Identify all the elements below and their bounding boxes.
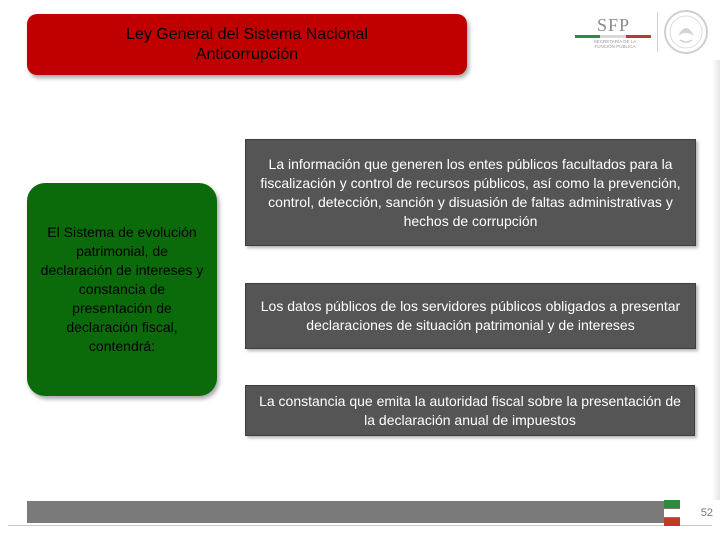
logo-divider <box>657 12 659 52</box>
flag-icon <box>664 500 680 526</box>
content-item-1-text: La información que generen los entes públicos facultados para la fiscalización y control de recursos públicos, así como la prevención, control, detección, sanción y disuasión de faltas administrativas y hechos de corrupción <box>260 155 681 229</box>
slide-title-line2: Anticorrupción <box>195 45 299 63</box>
slide-title-line1: Ley General del Sistema Nacional <box>126 25 368 43</box>
sfp-logo-subtitle: SECRETARÍA DE LA FUNCIÓN PÚBLICA <box>593 39 637 49</box>
content-item-2-text: Los datos públicos de los servidores públicos obligados a presentar declaraciones de situación patrimonial y de intereses <box>260 298 681 333</box>
system-description-text: El Sistema de evolución patrimonial, de declaración de intereses y constancia de presentación de declaración fiscal, contendrá: <box>40 224 204 354</box>
sfp-logo-text: SFP <box>597 15 631 35</box>
slide-title <box>27 14 467 75</box>
footer-line <box>8 525 712 526</box>
mexico-seal-icon <box>662 8 710 56</box>
content-item-1 <box>245 139 696 246</box>
system-description-box <box>27 183 217 396</box>
right-edge-shadow <box>712 60 720 500</box>
page-number: 52 <box>700 507 713 519</box>
content-item-3-text: La constancia que emita la autoridad fiscal sobre la presentación de la declaración anual de impuestos <box>259 392 681 428</box>
footer-bar <box>27 501 680 523</box>
content-item-2 <box>245 283 696 349</box>
content-item-3 <box>245 385 695 436</box>
